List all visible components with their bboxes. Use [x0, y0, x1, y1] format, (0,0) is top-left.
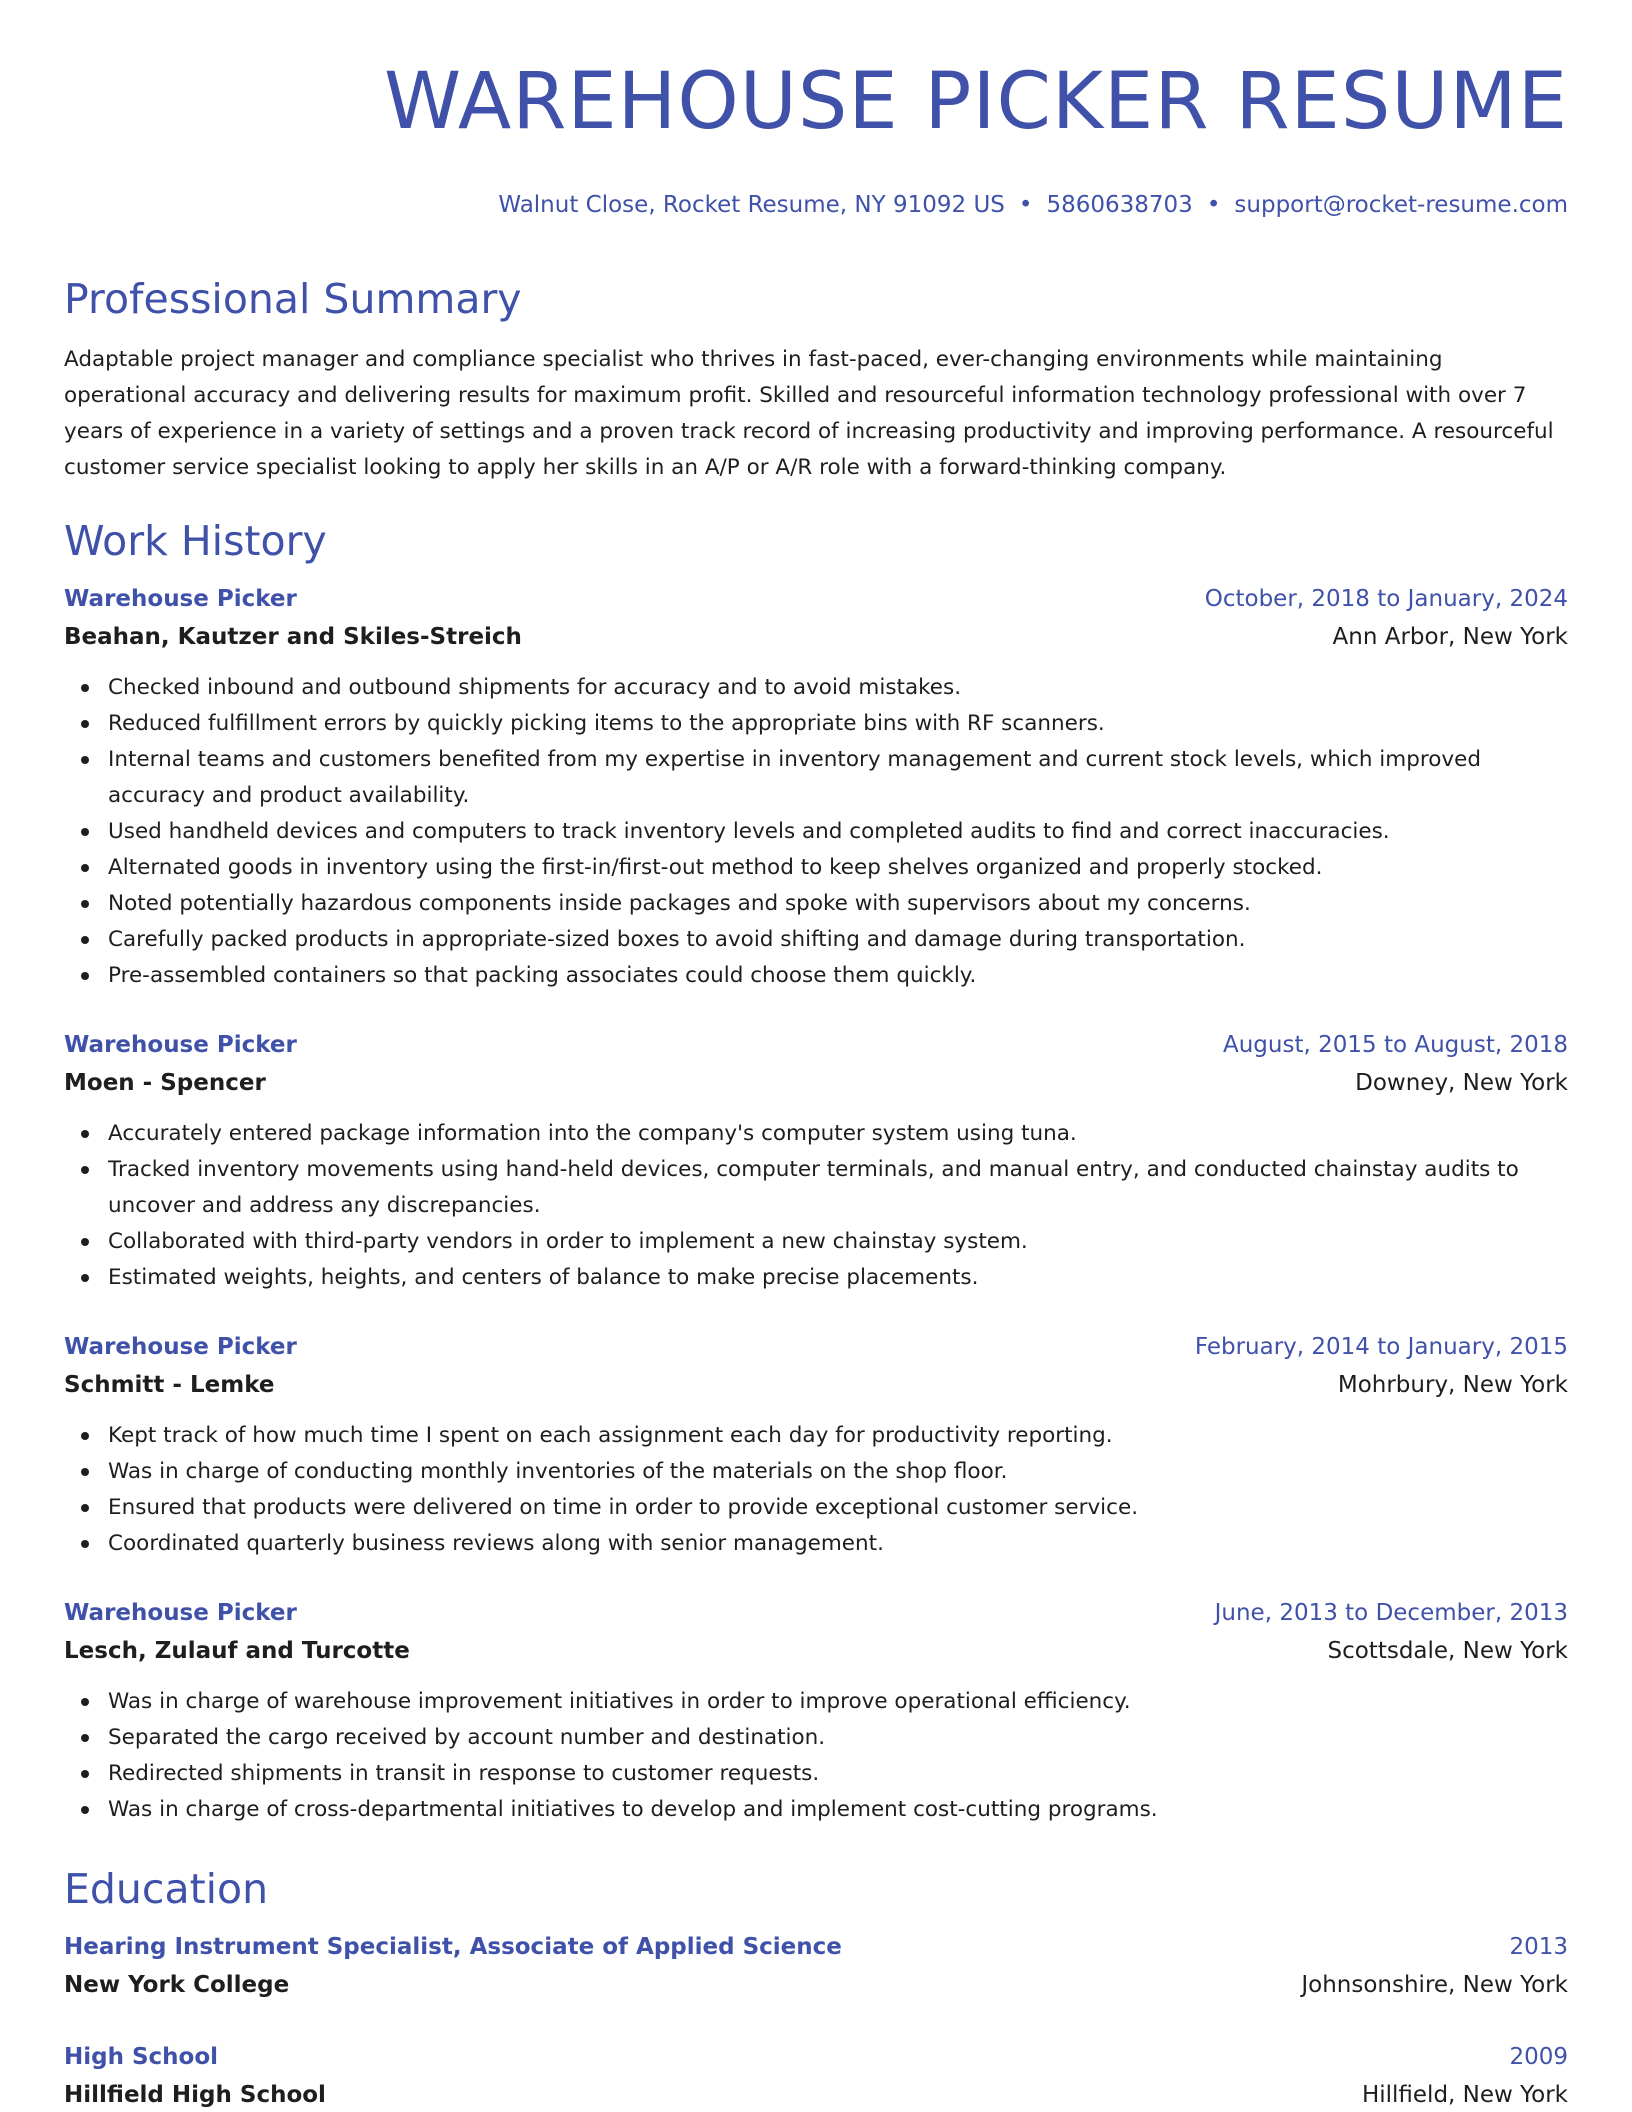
contact-separator: •	[1206, 192, 1221, 218]
duty-item: Alternated goods in inventory using the first-in/first-out method to keep shelves organized and properly stocked.	[108, 850, 1568, 886]
job-entry	[64, 1328, 1568, 1562]
duty-item: Accurately entered package information into the company's computer system using tuna.	[108, 1116, 1568, 1152]
job-title: Warehouse Picker	[64, 1334, 297, 1360]
education-school-row	[64, 1966, 1568, 2004]
school-location: Hillfield, New York	[1361, 2082, 1568, 2108]
contact-address: Walnut Close, Rocket Resume, NY 91092 US	[498, 192, 1005, 218]
job-location: Mohrbury, New York	[1337, 1372, 1568, 1398]
education-header-row	[64, 2038, 1568, 2076]
job-dates: October, 2018 to January, 2024	[1204, 586, 1568, 612]
education-entry	[64, 1928, 1568, 2004]
employer-name: Moen - Spencer	[64, 1070, 266, 1096]
contact-separator: •	[1018, 192, 1033, 218]
contact-info	[64, 188, 1568, 222]
job-employer-row	[64, 618, 1568, 656]
job-employer-row	[64, 1064, 1568, 1102]
job-location: Downey, New York	[1355, 1070, 1568, 1096]
job-dates: June, 2013 to December, 2013	[1214, 1600, 1568, 1626]
job-entry	[64, 1594, 1568, 1828]
job-dates: August, 2015 to August, 2018	[1223, 1032, 1568, 1058]
job-header-row	[64, 1328, 1568, 1366]
job-header-row	[64, 1026, 1568, 1064]
school-name: Hillfield High School	[64, 2082, 326, 2108]
employer-name: Schmitt - Lemke	[64, 1372, 275, 1398]
duty-item: Was in charge of cross-departmental initiatives to develop and implement cost-cutting programs.	[108, 1792, 1568, 1828]
duty-item: Redirected shipments in transit in response to customer requests.	[108, 1756, 1568, 1792]
graduation-year: 2009	[1509, 2044, 1568, 2070]
degree-name: High School	[64, 2044, 219, 2070]
duty-item: Pre-assembled containers so that packing associates could choose them quickly.	[108, 958, 1568, 994]
job-duties	[64, 1418, 1568, 1562]
employer-name: Beahan, Kautzer and Skiles-Streich	[64, 624, 522, 650]
job-duties	[64, 1684, 1568, 1828]
duty-item: Was in charge of conducting monthly inventories of the materials on the shop floor.	[108, 1454, 1568, 1490]
school-name: New York College	[64, 1972, 290, 1998]
education-school-row	[64, 2076, 1568, 2112]
job-employer-row	[64, 1366, 1568, 1404]
employer-name: Lesch, Zulauf and Turcotte	[64, 1638, 410, 1664]
duty-item: Coordinated quarterly business reviews along with senior management.	[108, 1526, 1568, 1562]
job-dates: February, 2014 to January, 2015	[1194, 1334, 1568, 1360]
job-entry	[64, 1026, 1568, 1296]
job-title: Warehouse Picker	[64, 586, 297, 612]
job-location: Ann Arbor, New York	[1332, 624, 1568, 650]
duty-item: Internal teams and customers benefited from my expertise in inventory management and current stock levels, which improved accuracy and product availability.	[108, 742, 1568, 814]
duty-item: Carefully packed products in appropriate-sized boxes to avoid shifting and damage during transportation.	[108, 922, 1568, 958]
work-history-heading: Work History	[64, 517, 327, 565]
summary-heading: Professional Summary	[64, 275, 522, 323]
summary-text: Adaptable project manager and compliance specialist who thrives in fast-paced, ever-changing environments while maintaining operational accuracy and delivering results for maximum profit. Skilled and resourceful information technology professional with over 7 years of experience in a variety of settings and a proven track record of increasing productivity and improving performance. A resourceful customer service specialist looking to apply her skills in an A/P or A/R role with a forward-thinking company.	[64, 347, 1554, 480]
work-history-list	[64, 580, 1568, 1828]
school-location: Johnsonshire, New York	[1301, 1972, 1568, 1998]
duty-item: Noted potentially hazardous components inside packages and spoke with supervisors about my concerns.	[108, 886, 1568, 922]
duty-item: Checked inbound and outbound shipments for accuracy and to avoid mistakes.	[108, 670, 1568, 706]
duty-item: Reduced fulfillment errors by quickly picking items to the appropriate bins with RF scanners.	[108, 706, 1568, 742]
duty-item: Ensured that products were delivered on time in order to provide exceptional customer service.	[108, 1490, 1568, 1526]
education-header-row	[64, 1928, 1568, 1966]
education-list	[64, 1928, 1568, 2112]
resume-title: WAREHOUSE PICKER RESUME	[383, 57, 1568, 147]
contact-email: support@rocket-resume.com	[1234, 192, 1568, 218]
job-entry	[64, 580, 1568, 994]
job-header-row	[64, 1594, 1568, 1632]
degree-name: Hearing Instrument Specialist, Associate of Applied Science	[64, 1934, 842, 1960]
job-title: Warehouse Picker	[64, 1032, 297, 1058]
duty-item: Kept track of how much time I spent on each assignment each day for productivity reporting.	[108, 1418, 1568, 1454]
duty-item: Tracked inventory movements using hand-held devices, computer terminals, and manual entry, and conducted chainstay audits to uncover and address any discrepancies.	[108, 1152, 1568, 1224]
job-duties	[64, 670, 1568, 994]
duty-item: Estimated weights, heights, and centers of balance to make precise placements.	[108, 1260, 1568, 1296]
job-location: Scottsdale, New York	[1327, 1638, 1568, 1664]
duty-item: Collaborated with third-party vendors in order to implement a new chainstay system.	[108, 1224, 1568, 1260]
job-duties	[64, 1116, 1568, 1296]
duty-item: Used handheld devices and computers to track inventory levels and completed audits to find and correct inaccuracies.	[108, 814, 1568, 850]
job-header-row	[64, 580, 1568, 618]
duty-item: Was in charge of warehouse improvement initiatives in order to improve operational efficiency.	[108, 1684, 1568, 1720]
graduation-year: 2013	[1509, 1934, 1568, 1960]
job-title: Warehouse Picker	[64, 1600, 297, 1626]
education-entry	[64, 2038, 1568, 2112]
job-employer-row	[64, 1632, 1568, 1670]
contact-phone: 5860638703	[1046, 192, 1193, 218]
education-heading: Education	[64, 1865, 269, 1913]
duty-item: Separated the cargo received by account number and destination.	[108, 1720, 1568, 1756]
